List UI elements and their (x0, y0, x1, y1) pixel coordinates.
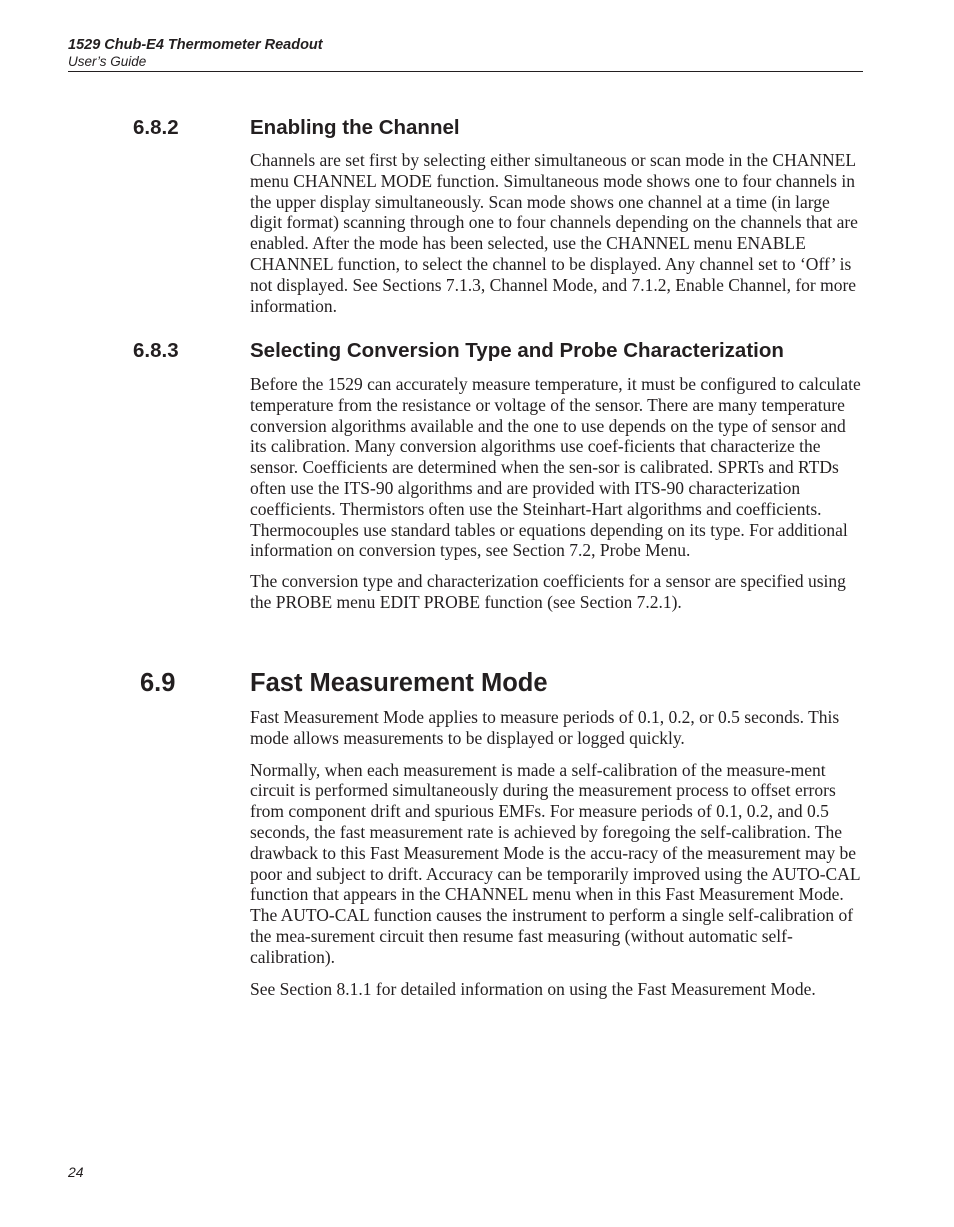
section-6-8-2 (0, 115, 954, 316)
section-6-9 (0, 667, 954, 999)
section-title: Fast Measurement Mode (250, 669, 548, 697)
section-number: 6.8.3 (133, 339, 179, 362)
paragraph: Channels are set first by selecting either simultaneous or scan mode in the CHANNEL menu CHANNEL MODE function. Simultaneous mode shows one to four channels in the upper display simultaneously. Scan mode shows one channel at a time (in large digit format) scanning through one to four channels depending on the channels that are enabled. After the mode has been selected, use the CHANNEL menu ENABLE CHANNEL function, to select the channel to be displayed. Any channel set to ‘Off’ is not displayed. See Sections 7.1.3, Channel Mode, and 7.1.2, Enable Channel, for more information. (250, 150, 858, 316)
section-title: Enabling the Channel (250, 116, 460, 139)
section-number: 6.8.2 (133, 116, 179, 139)
section-heading (0, 338, 954, 364)
section-6-8-3 (0, 338, 954, 613)
document-subtitle: User’s Guide (68, 54, 147, 69)
paragraph: See Section 8.1.1 for detailed information on using the Fast Measurement Mode. (250, 978, 816, 999)
section-heading (0, 115, 954, 141)
paragraph: Before the 1529 can accurately measure temperature, it must be configured to calculate temperature from the resistance or voltage of the sensor. There are many temperature conversion algorithms available and the one to use depends on the type of sensor and its calibration. Many conversion algorithms use coef-ficients that characterize the sensor. Coefficients are determined when the sen-sor is calibrated. SPRTs and RTDs often use the ITS-90 algorithms and are provided with ITS-90 characterization coefficients. Thermistors often use the Steinhart-Hart algorithms and coefficients. Thermocouples use standard tables or equations depending on its type. For additional information on conversion types, see Section 7.2, Probe Menu. (250, 374, 861, 561)
document-title: 1529 Chub-E4 Thermometer Readout (68, 37, 323, 53)
section-title: Selecting Conversion Type and Probe Characterization (250, 339, 784, 362)
section-heading (0, 667, 954, 699)
running-header (68, 37, 863, 72)
paragraph: Fast Measurement Mode applies to measure periods of 0.1, 0.2, or 0.5 seconds. This mode allows measurements to be displayed or logged quickly. (250, 707, 840, 748)
paragraph: Normally, when each measurement is made a self-calibration of the measure-ment circuit is performed simultaneously during the measurement process to offset errors from component drift and spurious EMFs. For measure periods of 0.1, 0.2, and 0.5 seconds, the fast measurement rate is achieved by foregoing the self-calibration. The drawback to this Fast Measurement Mode is the accu-racy of the measurement may be poor and subject to drift. Accuracy can be temporarily improved using the AUTO-CAL function that appears in the CHANNEL menu when in this Fast Measurement Mode. The AUTO-CAL function causes the instrument to perform a single self-calibration of the mea-surement circuit then resume fast measuring (without automatic self-calibration). (250, 759, 860, 967)
paragraph: The conversion type and characterization coefficients for a sensor are specified using the PROBE menu EDIT PROBE function (see Section 7.2.1). (250, 571, 846, 612)
page-number: 24 (68, 1164, 84, 1180)
section-number: 6.9 (140, 669, 176, 697)
